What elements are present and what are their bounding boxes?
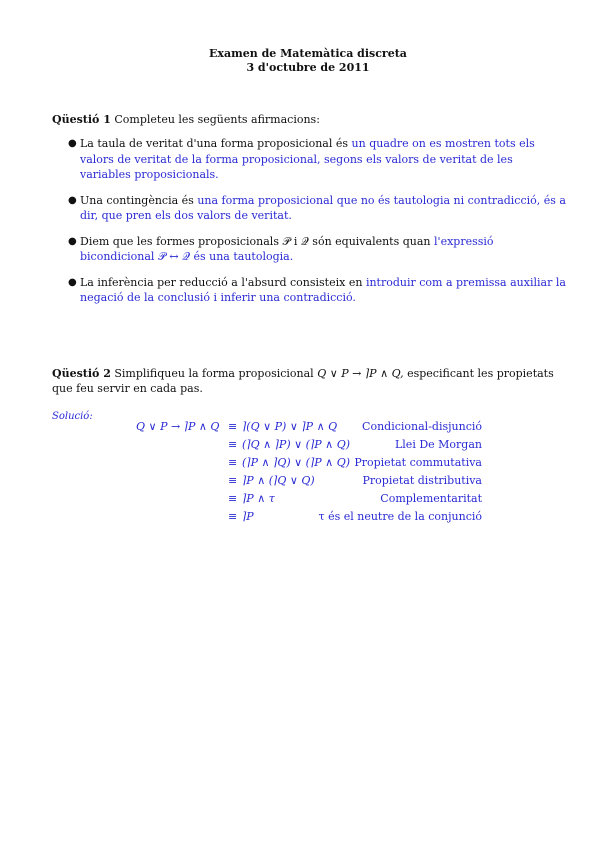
statement-item (52, 136, 566, 183)
derivation-rhs: ⌉P (242, 510, 254, 523)
derivation-rhs: ⌉P ∧ τ (242, 492, 275, 505)
statement-answer: introduir com a premissa auxiliar la negació de la conclusió i inferir una contradicció. (80, 275, 566, 304)
solution-derivation (100, 420, 500, 528)
statement-lead: Diem que les formes proposicionals 𝒫 i 𝒬 són equivalents quan (80, 234, 431, 248)
derivation-rhs: (⌉P ∧ ⌉Q) ∨ (⌉P ∧ Q) (242, 456, 351, 469)
bullet-icon: ● (68, 194, 77, 206)
derivation-rule: Propietat commutativa (354, 456, 482, 469)
derivation-rule: Condicional-disjunció (362, 420, 482, 433)
statement-item (52, 234, 566, 265)
equivalence-symbol: ≡ (228, 438, 238, 451)
derivation-rhs: (⌉Q ∧ ⌉P) ∨ (⌉P ∧ Q) (242, 438, 351, 451)
question-1-label: Qüestió 1 (52, 113, 111, 126)
question-2-prompt-end: especificant les propietats que feu servir en cada pas. (52, 367, 554, 395)
solution-label: Solució: (52, 411, 93, 422)
question-2-label: Qüestió 2 (52, 367, 111, 380)
bullet-icon: ● (68, 276, 77, 288)
derivation-rule: τ és el neutre de la conjunció (318, 510, 482, 523)
derivation-step (100, 456, 500, 474)
question-2-formula: Q ∨ P → ⌉P ∧ Q, (317, 367, 404, 380)
derivation-rule: Complementaritat (380, 492, 482, 505)
statement-lead: La taula de veritat d'una forma proposicional és (80, 137, 349, 150)
exam-date: 3 d'octubre de 2011 (246, 61, 370, 74)
derivation-rule: Propietat distributiva (362, 474, 482, 487)
bullet-icon: ● (68, 235, 77, 247)
derivation-step (100, 474, 500, 492)
statement-item (52, 275, 566, 306)
derivation-step (100, 420, 500, 438)
question-2-heading (52, 366, 566, 396)
derivation-rhs: ⌉(Q ∨ P) ∨ ⌉P ∧ Q (242, 420, 338, 433)
question-2-prompt-start: Simplifiqueu la forma proposicional (114, 367, 314, 380)
statement-answer: l'expressió bicondicional 𝒫 ↔ 𝒬 és una tautologia. (80, 234, 494, 263)
question-1-prompt: Completeu les següents afirmacions: (114, 113, 320, 126)
equivalence-symbol: ≡ (228, 456, 238, 469)
bullet-icon: ● (68, 138, 77, 149)
derivation-step (100, 438, 500, 456)
equivalence-symbol: ≡ (228, 510, 238, 523)
derivation-rule: Llei De Morgan (394, 438, 482, 451)
statement-lead: La inferència per reducció a l'absurd consisteix en (80, 275, 363, 289)
equivalence-symbol: ≡ (228, 474, 238, 487)
derivation-step (100, 510, 500, 528)
statement-answer: una forma proposicional que no és tautologia ni contradicció, és a dir, que pren els dos valors de veritat. (80, 193, 566, 222)
statement-answer: un quadre on es mostren tots els valors de veritat de la forma proposicional, segons els valors de veritat de les variables proposicionals. (80, 137, 535, 181)
statement-lead: Una contingència és (80, 193, 194, 207)
exam-title: Examen de Matemàtica discreta (209, 47, 407, 60)
question-1-statements (52, 136, 566, 316)
derivation-lhs: Q ∨ P → ⌉P ∧ Q (136, 420, 220, 433)
derivation-rhs: ⌉P ∧ (⌉Q ∨ Q) (242, 474, 315, 487)
statement-item (52, 193, 566, 224)
equivalence-symbol: ≡ (228, 492, 238, 505)
derivation-step (100, 492, 500, 510)
question-1-heading (52, 112, 566, 127)
equivalence-symbol: ≡ (228, 420, 238, 433)
